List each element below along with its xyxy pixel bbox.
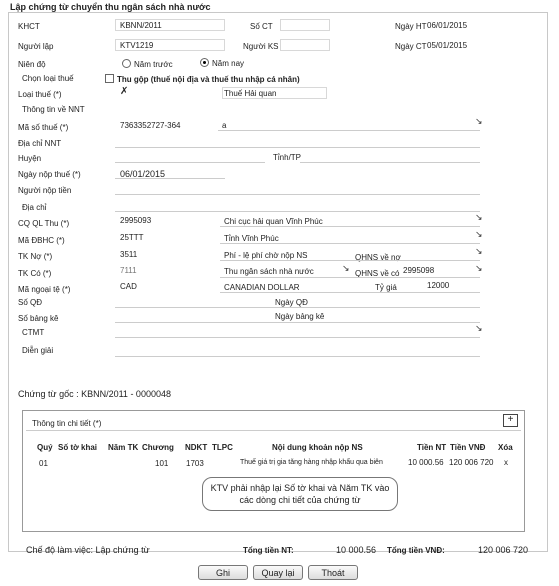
quaylai-button[interactable]: Quay lại [253,565,303,580]
tkco-name: Thu ngân sách nhà nước [224,267,314,276]
col-tiennt: Tiền NT [417,443,447,452]
diengiai-line [115,356,480,357]
instruction-callout [202,477,398,511]
delete-row-icon[interactable]: x [504,458,508,467]
tygia-value: 12000 [427,281,450,290]
nguoiks-input[interactable] [280,39,330,51]
nguoiks-label: Người KS [243,42,279,51]
namtruoc-radio[interactable] [122,59,173,69]
tkco-line [220,277,480,278]
ngaynopthue-label: Ngày nộp thuế (*) [18,170,81,179]
tongtienvnd-value: 120 006 720 [478,545,529,555]
nguoilap-label: Người lập [18,42,54,51]
tkno-arrow-icon[interactable]: ↘ [475,246,483,256]
cqqlthu-name: Chi cục hải quan Vĩnh Phúc [224,217,323,226]
diachinnt-label: Địa chỉ NNT [18,139,62,148]
nguoinoptien-label: Người nộp tiền [18,186,72,195]
tygia-label: Tỷ giá [375,283,397,292]
col-ndkt: NDKT [185,443,208,452]
thugop-checkbox[interactable] [105,74,300,84]
tkno-name: Phí - lệ phí chờ nộp NS [224,251,308,260]
nguoilap-value: KTV1219 [120,41,154,50]
col-noidung: Nội dung khoản nộp NS [272,443,363,452]
checkbox-icon [105,74,114,83]
ctmt-line [115,337,480,338]
diachinnt-line [115,147,480,148]
madbhc-label: Mã ĐBHC (*) [18,236,65,245]
add-row-button[interactable]: + [503,414,518,427]
loaithue-label: Loại thuế (*) [18,90,62,99]
loaithue-value: Thuế Hải quan [224,89,277,98]
khct-value: KBNN/2011 [120,21,162,30]
detail-title: Thông tin chi tiết (*) [32,419,102,428]
cqqlthu-line [220,226,480,227]
sobangke-line [115,322,480,323]
mode-label: Chế độ làm việc: Lập chứng từ [26,545,150,555]
soct-input[interactable] [280,19,330,31]
col-xoa: Xóa [498,443,513,452]
cqqlthu-value: 2995093 [120,216,152,225]
col-tlpc: TLPC [212,443,233,452]
tinhtp-line [300,162,480,163]
ngayht-label: Ngày HT [395,22,427,31]
ngayct-label: Ngày CT [395,42,427,51]
ngaynopthue-line [115,178,225,179]
ctmt-label: CTMT [22,328,45,337]
diengiai-label: Diễn giải [22,346,54,355]
col-chuong: Chương [142,443,174,452]
tkco-value: 7111 [120,266,137,275]
tkno-value: 3511 [120,250,138,259]
mangoaite-name: CANADIAN DOLLAR [224,283,300,292]
cell-quy[interactable]: 01 [39,459,48,468]
radio-selected-icon [200,58,209,67]
niendo-label: Niên độ [18,60,46,69]
tkco-arrow-icon[interactable]: ↘ [342,263,350,273]
diachi-line [115,211,480,212]
loaithue-pick-icon[interactable]: ✗ [120,86,129,97]
soct-label: Số CT [250,22,273,31]
cell-tiennt[interactable]: 10 000.56 [408,458,444,467]
soqd-label: Số QĐ [18,298,43,307]
thongtinnnt-label: Thông tin về NNT [22,105,85,114]
ngayct-value: 05/01/2015 [427,41,468,50]
chonloaithue-label: Chọn loại thuế [22,74,74,83]
col-sotokhai: Số tờ khai [58,443,98,452]
ghi-button[interactable]: Ghi [198,565,248,580]
detail-panel [22,410,525,532]
khct-label: KHCT [18,22,40,31]
madbhc-value: 25TTT [120,233,144,242]
mangoaite-line [220,292,480,293]
cell-ndkt[interactable]: 1703 [186,459,204,468]
thugop-text: Thu gộp (thuế nội địa và thuế thu nhập cá nhân) [117,75,300,84]
thoat-button[interactable]: Thoát [308,565,358,580]
diachi-label: Địa chỉ [22,203,47,212]
soqd-line [115,307,480,308]
col-quy: Quý [37,443,53,452]
window-title: Lập chứng từ chuyển thu ngân sách nhà nước [10,2,211,12]
tongtiennt-label: Tổng tiền NT: [243,546,294,555]
madbhc-arrow-icon[interactable]: ↘ [475,229,483,239]
mangoaite-label: Mã ngoại tệ (*) [18,285,71,294]
callout-line2: các dòng chi tiết của chứng từ [239,495,361,505]
col-tienvnd: Tiền VNĐ [450,443,486,452]
tongtiennt-value: 10 000.56 [336,545,377,555]
detail-title-divider [26,430,521,431]
sobangke-label: Số bảng kê [18,314,59,323]
tinhtp-label: Tỉnh/TP [273,153,302,162]
huyen-label: Huyện [18,154,42,163]
masothue-line [218,130,480,131]
ngaybangke-label: Ngày bảng kê [275,312,325,321]
cqqlthu-arrow-icon[interactable]: ↘ [475,212,483,222]
cell-tienvnd[interactable]: 120 006 720 [449,458,494,467]
namnay-radio[interactable] [200,58,244,68]
masothue-arrow-icon[interactable]: ↘ [475,116,483,126]
radio-circle-icon [122,59,131,68]
cqqlthu-label: CQ QL Thu (*) [18,219,70,228]
mangoaite-value: CAD [120,282,137,291]
qhnsveno-label: QHNS về nợ [355,253,401,262]
madbhc-line [220,243,480,244]
madbhc-name: Tỉnh Vĩnh Phúc [224,234,279,243]
ngaynopthue-value: 06/01/2015 [120,169,166,179]
chungtugoc-label: Chứng từ gốc : KBNN/2011 - 0000048 [18,389,171,399]
tkno-line [220,260,480,261]
col-namtk: Năm TK [108,443,139,452]
huyen-line [115,162,265,163]
cell-noidung[interactable]: Thuế giá trị gia tăng hàng nhập khẩu qua biên [240,459,383,466]
ngayqd-label: Ngày QĐ [275,298,308,307]
namtruoc-text: Năm trước [134,60,173,69]
tongtienvnd-label: Tổng tiền VNĐ: [387,546,445,555]
tkco-label: TK Có (*) [18,269,52,278]
tkno-label: TK Nợ (*) [18,252,53,261]
callout-line1: KTV phải nhập lại Số tờ khai và Năm TK vào [210,483,390,493]
ngayht-value: 06/01/2015 [427,21,468,30]
qhnsveco-arrow-icon[interactable]: ↘ [475,263,483,273]
masothue-extra: a [222,121,227,130]
cell-chuong[interactable]: 101 [155,459,169,468]
masothue-label: Mã số thuế (*) [18,123,69,132]
qhnsveco-value: 2995098 [403,266,435,275]
namnay-text: Năm nay [212,59,245,68]
qhnsveco-label: QHNS về có [355,269,400,278]
ctmt-arrow-icon[interactable]: ↘ [475,323,483,333]
nguoinoptien-line [115,194,480,195]
masothue-value: 7363352727-364 [120,121,181,130]
